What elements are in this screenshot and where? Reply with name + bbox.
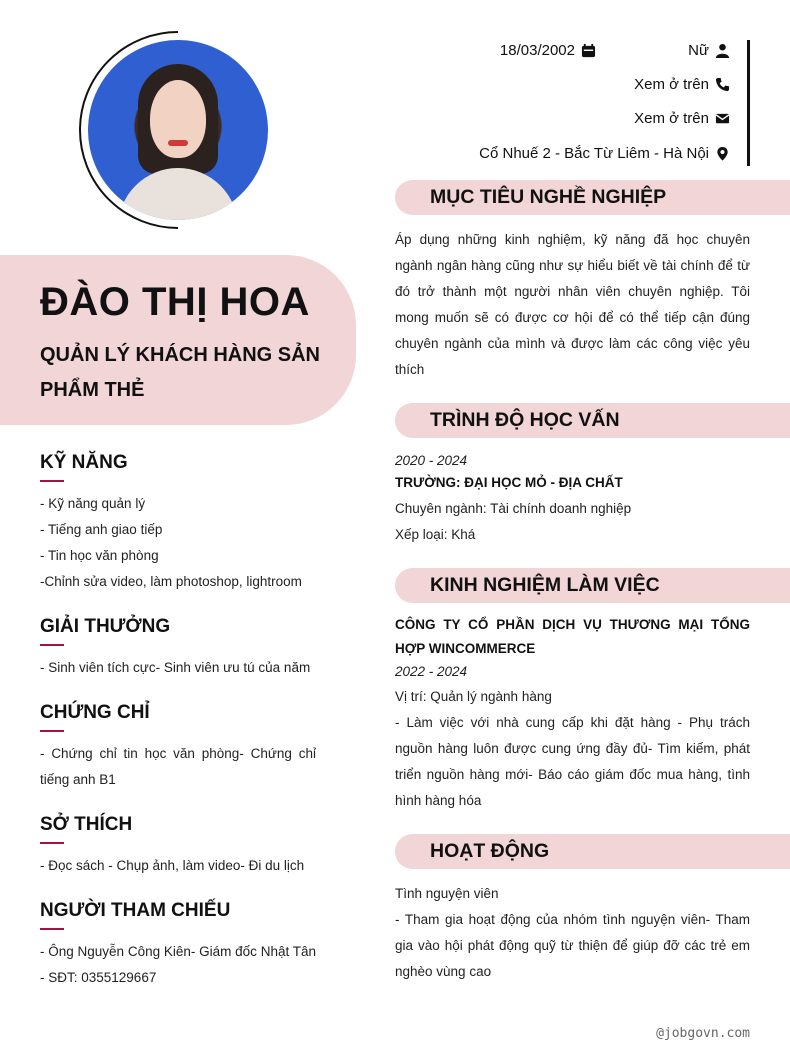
hobbies-title: SỞ THÍCH — [40, 814, 133, 835]
references-section — [40, 900, 316, 991]
section-underline — [40, 928, 64, 930]
email-row — [634, 110, 730, 127]
skill-item: - Tin học văn phòng — [40, 548, 159, 563]
objective-text: Áp dụng những kinh nghiệm, kỹ năng đã học chuyên ngành ngân hàng cũng như sự hiểu biết về tài chính để từ đó trở thành một người nhân viên chuyên nghiệp. Tôi mong muốn sẽ có được cơ hội để có thể tiếp cận đúng chuyên ngành của mình và được làm các công việc yêu thích — [395, 232, 750, 377]
person-icon — [715, 43, 730, 58]
skill-item: -Chỉnh sửa video, làm photoshop, lightroom — [40, 574, 302, 589]
hobbies-section — [40, 814, 316, 879]
skills-title: KỸ NĂNG — [40, 452, 128, 473]
phone-row — [634, 76, 730, 93]
objective-title: MỤC TIÊU NGHỀ NGHIỆP — [430, 186, 667, 208]
education-header — [395, 403, 790, 438]
awards-title: GIẢI THƯỞNG — [40, 616, 171, 637]
skill-item: - Kỹ năng quản lý — [40, 496, 146, 511]
candidate-role: QUẢN LÝ KHÁCH HÀNG SẢN PHẨM THẺ — [40, 344, 320, 401]
avatar — [88, 40, 268, 220]
envelope-icon — [715, 111, 730, 126]
dob-row — [500, 42, 596, 59]
awards-text: - Sinh viên tích cực- Sinh viên ưu tú của năm — [40, 660, 311, 675]
certificates-title: CHỨNG CHỈ — [40, 702, 150, 723]
objective-header — [395, 180, 790, 215]
experience-period: 2022 - 2024 — [395, 664, 468, 679]
section-underline — [40, 480, 64, 482]
certificates-text: - Chứng chỉ tin học văn phòng- Chứng chỉ tiếng anh B1 — [40, 746, 316, 787]
activities-description: - Tham gia hoạt động của nhóm tình nguyện viên- Tham gia vào hội phát động quỹ từ thiện để giúp đỡ các trẻ em nghèo vùng cao — [395, 912, 750, 979]
activities-header — [395, 834, 790, 869]
references-text: - Ông Nguyễn Công Kiên- Giám đốc Nhật Tân - SĐT: 0355129667 — [40, 944, 316, 985]
phone-text: Xem ở trên — [634, 76, 709, 93]
education-grade: Xếp loại: Khá — [395, 527, 476, 542]
candidate-name: ĐÀO THỊ HOA — [40, 280, 310, 324]
gender-row — [688, 42, 730, 59]
experience-title: KINH NGHIỆM LÀM VIỆC — [430, 574, 660, 596]
experience-position: Vị trí: Quản lý ngành hàng — [395, 689, 552, 704]
watermark: @jobgovn.com — [656, 1026, 750, 1041]
hobbies-text: - Đọc sách - Chụp ảnh, làm video- Đi du lịch — [40, 858, 305, 873]
skills-section — [40, 452, 316, 595]
section-underline — [40, 644, 64, 646]
awards-section — [40, 616, 316, 681]
calendar-icon — [581, 43, 596, 58]
education-period: 2020 - 2024 — [395, 453, 468, 468]
address-text: Cổ Nhuế 2 - Bắc Từ Liêm - Hà Nội — [479, 145, 709, 162]
skill-item: - Tiếng anh giao tiếp — [40, 522, 163, 537]
location-pin-icon — [715, 146, 730, 161]
experience-description: - Làm việc với nhà cung cấp khi đặt hàng - Phụ trách nguồn hàng luôn được cung ứng đầy đủ- Tìm kiếm, phát triển nguồn hàng mới- Báo cáo giám đốc mua hàng, tình hình hàng hóa — [395, 715, 750, 808]
experience-company: CÔNG TY CỔ PHẦN DỊCH VỤ THƯƠNG MẠI TỔNG HỢP WINCOMMERCE — [395, 617, 750, 656]
references-title: NGƯỜI THAM CHIẾU — [40, 900, 231, 921]
section-underline — [40, 730, 64, 732]
phone-icon — [715, 77, 730, 92]
address-row — [479, 145, 730, 162]
gender-text: Nữ — [688, 42, 709, 59]
education-title: TRÌNH ĐỘ HỌC VẤN — [430, 409, 620, 431]
contact-divider — [747, 40, 750, 166]
section-underline — [40, 842, 64, 844]
email-text: Xem ở trên — [634, 110, 709, 127]
experience-header — [395, 568, 790, 603]
activities-title: HOẠT ĐỘNG — [430, 840, 550, 862]
education-major: Chuyên ngành: Tài chính doanh nghiệp — [395, 501, 632, 516]
dob-text: 18/03/2002 — [499, 42, 575, 59]
activities-role: Tình nguyện viên — [395, 886, 499, 901]
certificates-section — [40, 702, 316, 793]
education-school: TRƯỜNG: ĐẠI HỌC MỎ - ĐỊA CHẤT — [395, 475, 623, 490]
